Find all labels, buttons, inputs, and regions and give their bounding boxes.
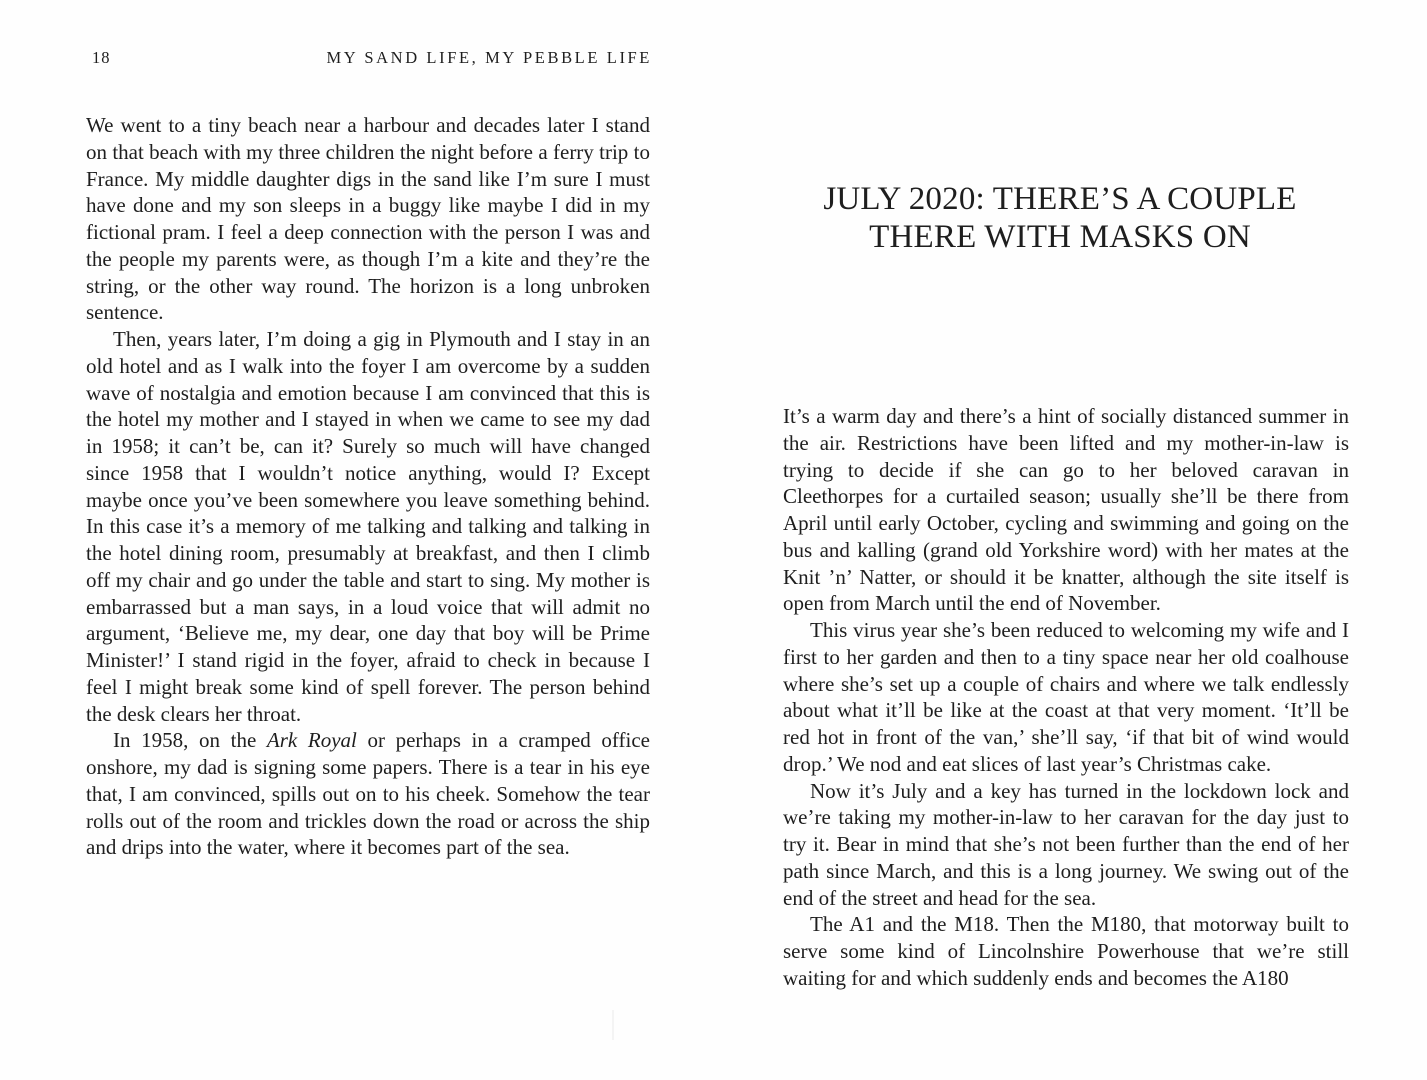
paragraph [86,727,650,861]
paragraph: It’s a warm day and there’s a hint of socially distanced summer in the air. Restrictions have been lifted and my mother-in-law is trying to decide if she can go to her beloved caravan in Cleethorpes for a curtailed season; usually she’ll be there from April until early October, cycling and swimming and going on the bus and kalling (grand old Yorkshire word) with her mates at the Knit ’n’ Natter, or should it be knatter, although the site itself is open from March until the end of November. [783,404,1349,616]
paragraph: Now it’s July and a key has turned in the lockdown lock and we’re taking my mother-in-law to her caravan for the day just to try it. Bear in mind that she’s not been further than the end of her path since March, and this is a long journey. We swing out of the end of the street and head for the sea. [783,778,1349,910]
right-page [713,0,1427,1080]
left-body-text [86,112,650,861]
paragraph-text: We went to a tiny beach near a harbour and decades later I stand on that beach with my three children the night before a ferry trip to France. My middle daughter digs in the sand like I’m sure I must have done and my son sleeps in a buggy like maybe I did in my fictional pram. I feel a deep connection with the person I was and the people my parents were, as though I’m a kite and they’re the string, or the other way round. The horizon is a long unbroken sentence. [86,113,650,325]
page-number: 18 [92,48,111,67]
left-page [0,0,713,1080]
right-body-text [783,403,1349,992]
chapter-title-line-1: JULY 2020: THERE’S A COUPLE [823,181,1297,217]
paragraph [86,326,650,727]
ship-name-italic: Ark Royal [266,728,357,753]
page-gutter-mark [612,1010,614,1040]
running-title: MY SAND LIFE, MY PEBBLE LIFE [326,48,652,67]
paragraph [86,112,650,326]
paragraph-text: Then, years later, I’m doing a gig in Plymouth and I stay in an old hotel and as I walk into the foyer I am overcome by a sudden wave of nostalgia and emotion because I am convinced that this is the hotel my mother and I stayed in when we came to see my dad in 1958; it can’t be, can it? Surely so much will have changed since 1958 that I wouldn’t notice anything, would I? Except maybe once you’ve been somewhere you leave something behind. In this case it’s a memory of me talking and talking and talking in the hotel dining room, presumably at breakfast, and then I climb off my chair and go under the table and start to sing. My mother is embarrassed but a man says, in a loud voice that will admit no argument, ‘Believe me, my dear, one day that boy will be Prime Minister!’ I stand rigid in the foyer, afraid to check in because I feel I might break some kind of spell forever. The person behind the desk clears her throat. [86,327,650,726]
running-head [86,48,652,74]
paragraph-text: or perhaps in a cramped office onshore, my dad is signing some papers. There is a tear in his eye that, I am convinced, spills out on to his cheek. Somehow the tear rolls out of the room and trickles down the road or across the ship and drips into the water, where it becomes part of the sea. [86,728,650,860]
paragraph: This virus year she’s been reduced to welcoming my wife and I first to her garden and then to a tiny space near her old coalhouse where she’s set up a couple of chairs and where we talk endlessly about what it’ll be like at the coast at that very moment. ‘It’ll be red hot in front of the van,’ she’ll say, ‘if that bit of wind would drop.’ We nod and eat slices of last year’s Christmas cake. [783,618,1349,776]
chapter-title [803,180,1317,256]
chapter-title-line-2: THERE WITH MASKS ON [869,219,1251,255]
paragraph-text: In 1958, on the [113,728,267,753]
paragraph: The A1 and the M18. Then the M180, that motorway built to serve some kind of Lincolnshire Powerhouse that we’re still waiting for and which suddenly ends and becomes the A180 [783,912,1349,990]
